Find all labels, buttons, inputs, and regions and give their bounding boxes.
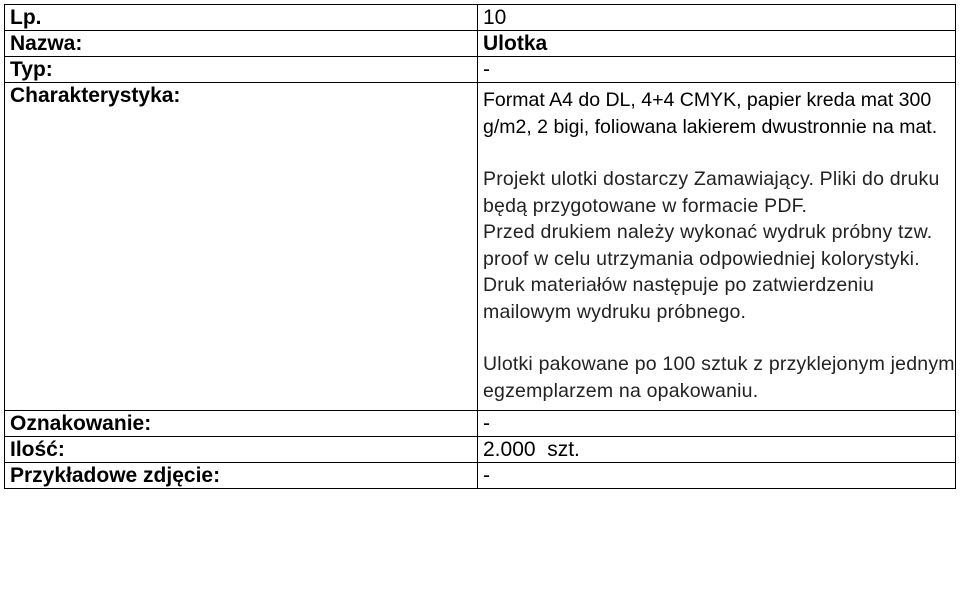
typ-label: Typ:	[5, 57, 478, 83]
lp-label: Lp.	[5, 5, 478, 31]
ilosc-label: Ilość:	[5, 437, 478, 463]
ilosc-value: 2.000 szt.	[478, 437, 956, 463]
char-paragraph-format: Format A4 do DL, 4+4 CMYK, papier kreda mat 300 g/m2, 2 bigi, foliowana lakierem dwustronnie na mat.	[483, 89, 938, 138]
row-ilosc	[5, 437, 956, 463]
row-typ	[5, 57, 956, 83]
specification-table	[4, 4, 956, 489]
row-charakterystyka	[5, 83, 956, 411]
char-paragraph-proof: Przed drukiem należy wykonać wydruk próbny tzw. proof w celu utrzymania odpowiedniej kolorystyki.	[483, 221, 933, 270]
nazwa-label: Nazwa:	[5, 31, 478, 57]
nazwa-value: Ulotka	[478, 31, 956, 57]
row-zdjecie	[5, 463, 956, 489]
char-paragraph-druk: Druk materiałów następuje po zatwierdzeniu mailowym wydruku próbnego.	[483, 274, 875, 323]
zdjecie-value: -	[478, 463, 956, 489]
char-gap	[483, 140, 955, 166]
oznakowanie-label: Oznakowanie:	[5, 411, 478, 437]
zdjecie-label: Przykładowe zdjęcie:	[5, 463, 478, 489]
charakterystyka-value	[478, 83, 956, 411]
charakterystyka-label: Charakterystyka:	[5, 83, 478, 411]
row-lp	[5, 5, 956, 31]
char-paragraph-pakowanie: Ulotki pakowane po 100 sztuk z przyklejonym jednym egzemplarzem na opakowaniu.	[483, 353, 955, 402]
char-gap	[483, 325, 955, 351]
oznakowanie-value: -	[478, 411, 956, 437]
row-oznakowanie	[5, 411, 956, 437]
row-nazwa	[5, 31, 956, 57]
char-paragraph-projekt: Projekt ulotki dostarczy Zamawiający. Pliki do druku będą przygotowane w formacie PDF.	[483, 168, 940, 217]
lp-value: 10	[478, 5, 956, 31]
typ-value: -	[478, 57, 956, 83]
